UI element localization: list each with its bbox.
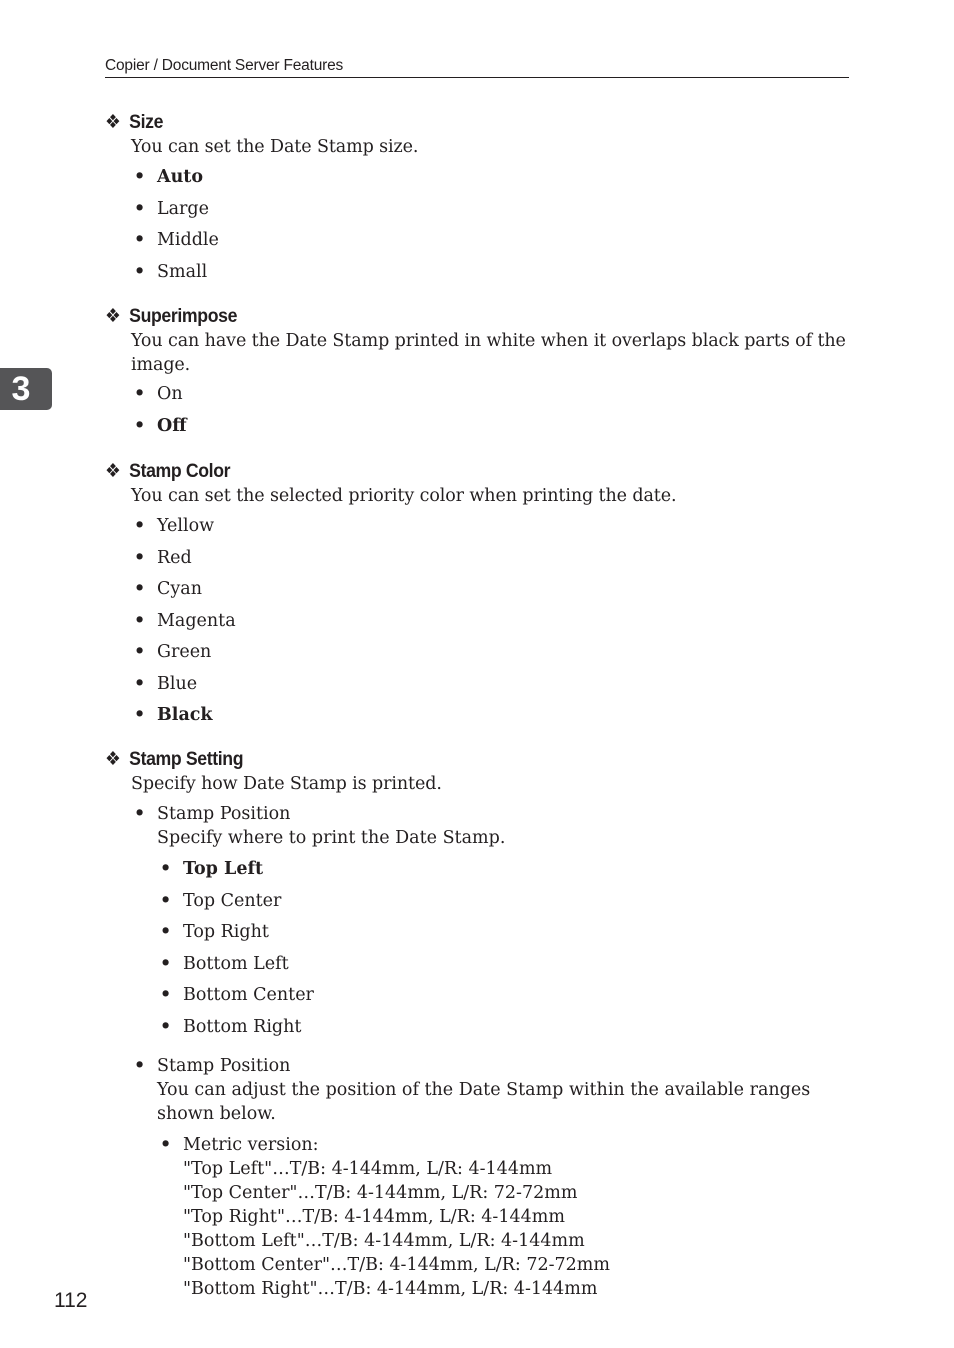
stamp-position-item — [131, 802, 849, 1054]
list-item — [131, 640, 849, 672]
chapter-tab: 3 — [0, 368, 52, 410]
section-title: Size — [129, 112, 164, 133]
item-label: Stamp Position — [157, 1056, 291, 1076]
sub-list-item — [157, 1015, 849, 1047]
list-item — [131, 546, 849, 578]
bullet-icon: • — [134, 198, 146, 219]
bullet-icon: • — [134, 261, 146, 282]
diamond-bullet-icon: ❖ — [105, 112, 121, 133]
sub-list-item — [157, 920, 849, 952]
bullet-icon: • — [134, 415, 146, 436]
range-line: "Top Right"…T/B: 4-144mm, L/R: 4-144mm — [183, 1207, 565, 1227]
option-label: Top Left — [183, 859, 264, 879]
running-header: Copier / Document Server Features — [105, 57, 849, 78]
option-label: Top Right — [183, 922, 269, 942]
section-title: Stamp Color — [129, 461, 231, 482]
section-size — [105, 111, 849, 291]
list-item — [131, 577, 849, 609]
item-description: You can adjust the position of the Date Stamp within the available ranges shown below. — [157, 1080, 811, 1124]
range-line: "Bottom Right"…T/B: 4-144mm, L/R: 4-144mm — [183, 1279, 598, 1299]
list-item — [131, 703, 849, 735]
bullet-icon: • — [160, 922, 172, 942]
list-item — [131, 382, 849, 414]
option-label: Bottom Left — [183, 953, 289, 974]
bullet-icon: • — [160, 1016, 172, 1037]
item-label: Magenta — [157, 610, 236, 631]
sub-list-item — [157, 952, 849, 984]
section-title: Superimpose — [129, 306, 238, 327]
list-item — [131, 514, 849, 546]
item-label: Blue — [157, 673, 198, 694]
section-description: You can have the Date Stamp printed in white when it overlaps black parts of the image. — [131, 331, 846, 375]
range-line: "Bottom Left"…T/B: 4-144mm, L/R: 4-144mm — [183, 1231, 585, 1251]
bullet-icon: • — [160, 890, 172, 911]
page-number: 112 — [54, 1289, 88, 1312]
bullet-icon: • — [134, 705, 146, 725]
section-heading — [105, 460, 797, 484]
bullet-icon: • — [134, 384, 146, 404]
diamond-bullet-icon: ❖ — [105, 749, 121, 770]
diamond-bullet-icon: ❖ — [105, 306, 121, 327]
bullet-icon: • — [134, 642, 146, 662]
bullet-icon: • — [134, 579, 146, 599]
section-heading — [105, 748, 797, 772]
section-heading — [105, 305, 797, 329]
option-label: Bottom Right — [183, 1016, 302, 1037]
bullet-icon: • — [134, 610, 146, 631]
bullet-icon: • — [134, 673, 146, 694]
list-item — [131, 414, 849, 446]
bullet-icon: • — [160, 859, 172, 879]
bullet-icon: • — [160, 1135, 172, 1155]
item-label: Large — [157, 198, 209, 219]
sub-list-item — [157, 857, 849, 889]
bullet-icon: • — [134, 230, 146, 250]
option-label: Top Center — [183, 890, 282, 911]
item-label: Cyan — [157, 579, 202, 599]
list-item — [131, 197, 849, 229]
list-item — [131, 165, 849, 197]
item-label: Yellow — [157, 516, 215, 536]
range-line: "Bottom Center"…T/B: 4-144mm, L/R: 72-72mm — [183, 1255, 610, 1275]
list-item — [131, 609, 849, 641]
item-label: On — [157, 384, 183, 404]
range-line: "Top Left"…T/B: 4-144mm, L/R: 4-144mm — [183, 1159, 553, 1179]
bullet-icon: • — [134, 516, 146, 536]
list-item — [131, 228, 849, 260]
section-description: You can set the Date Stamp size. — [131, 137, 419, 157]
item-description: Specify where to print the Date Stamp. — [157, 828, 506, 848]
section-superimpose — [105, 305, 849, 445]
item-label: Red — [157, 547, 192, 568]
list-item — [131, 260, 849, 292]
item-label: Green — [157, 642, 212, 662]
range-line: "Top Center"…T/B: 4-144mm, L/R: 72-72mm — [183, 1183, 578, 1203]
item-label: Stamp Position — [157, 804, 291, 824]
bullet-icon: • — [134, 167, 146, 187]
stamp-adjust-item — [131, 1054, 849, 1309]
item-label: Off — [157, 415, 187, 436]
section-title: Stamp Setting — [129, 749, 244, 770]
item-label: Black — [157, 705, 213, 725]
section-stamp-color — [105, 460, 849, 735]
sub-list-item — [157, 889, 849, 921]
item-label: Small — [157, 261, 208, 282]
metric-label: Metric version: — [183, 1135, 319, 1155]
section-heading — [105, 111, 797, 135]
list-item — [131, 672, 849, 704]
bullet-icon: • — [160, 953, 172, 974]
diamond-bullet-icon: ❖ — [105, 461, 121, 482]
sub-list-item — [157, 983, 849, 1015]
section-description: Specify how Date Stamp is printed. — [131, 774, 442, 794]
item-label: Middle — [157, 230, 219, 250]
item-label: Auto — [157, 167, 204, 187]
bullet-icon: • — [134, 804, 146, 824]
bullet-icon: • — [134, 1056, 146, 1076]
section-stamp-setting — [105, 748, 849, 1309]
bullet-icon: • — [160, 985, 172, 1005]
metric-version-item — [157, 1133, 849, 1301]
section-description: You can set the selected priority color when printing the date. — [131, 486, 677, 506]
bullet-icon: • — [134, 547, 146, 568]
option-label: Bottom Center — [183, 985, 314, 1005]
